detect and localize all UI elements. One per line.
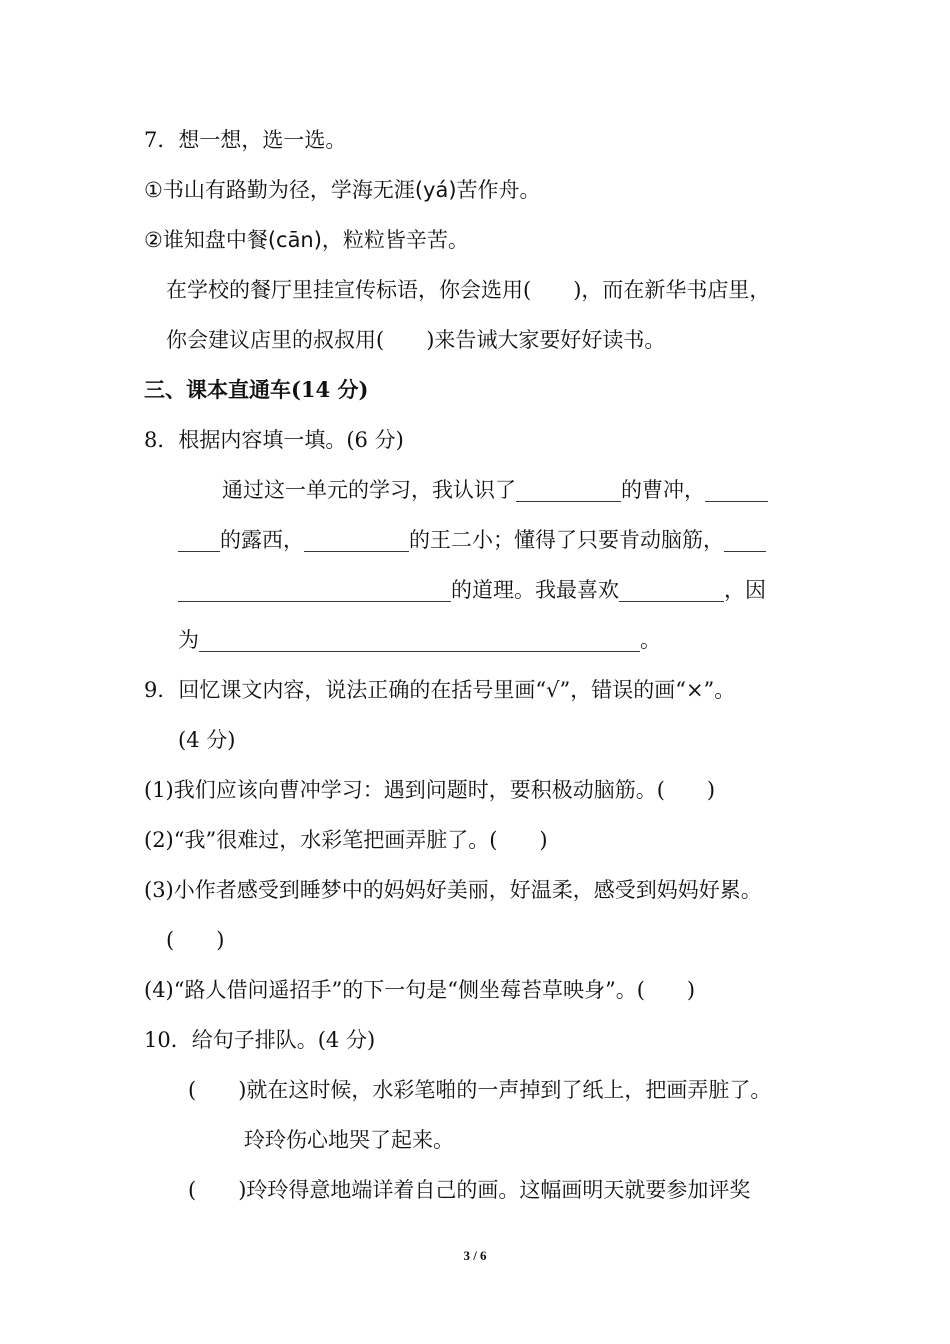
q8-title: 8．根据内容填一填。(6 分) (144, 428, 404, 452)
q9-item-4: (4)“路人借问遥招手”的下一句是“侧坐莓苔草映身”。( ) (144, 978, 696, 1002)
q9-item-3-paren: ( ) (166, 928, 225, 952)
q8-line-3: __________________________的道理。我最喜欢__________，因 (178, 578, 766, 602)
q8-line-2: ____的露西，__________的王二小；懂得了只要肯动脑筋，____ (178, 528, 766, 552)
q10-sentence-2: ( )玲玲得意地端详着自己的画。这幅画明天就要参加评奖 (188, 1178, 751, 1202)
q7-title: 7．想一想，选一选。 (144, 128, 347, 152)
q9-item-3: (3)小作者感受到睡梦中的妈妈好美丽，好温柔，感受到妈妈好累。 (144, 878, 762, 902)
q7-option-2: ②谁知盘中餐(cān)，粒粒皆辛苦。 (144, 228, 469, 252)
q10-sentence-1-cont: 玲玲伤心地哭了起来。 (244, 1128, 454, 1152)
q10-sentence-1: ( )就在这时候，水彩笔啪的一声掉到了纸上，把画弄脏了。 (188, 1078, 772, 1102)
q9-item-2: (2)“我”很难过，水彩笔把画弄脏了。( ) (144, 828, 548, 852)
q9-title: 9．回忆课文内容，说法正确的在括号里画“√”，错误的画“×”。 (144, 678, 736, 702)
q9-item-1: (1)我们应该向曹冲学习：遇到问题时，要积极动脑筋。( ) (144, 778, 716, 802)
q10-title: 10．给句子排队。(4 分) (144, 1028, 376, 1052)
q9-score: (4 分) (178, 728, 236, 752)
q8-line-4: 为__________________________________________。 (178, 628, 661, 652)
q7-line-2: 你会建议店里的叔叔用( )来告诫大家要好好读书。 (166, 328, 666, 352)
page-number: 3 / 6 (463, 1248, 487, 1263)
q7-option-1: ①书山有路勤为径，学海无涯(yá)苦作舟。 (144, 178, 541, 202)
q8-line-1: 通过这一单元的学习，我认识了__________的曹冲，______ (222, 478, 768, 502)
q7-line-1: 在学校的餐厅里挂宣传标语，你会选用( )，而在新华书店里， (166, 278, 771, 302)
section-3-title: 三、课本直通车(14 分) (144, 377, 369, 402)
